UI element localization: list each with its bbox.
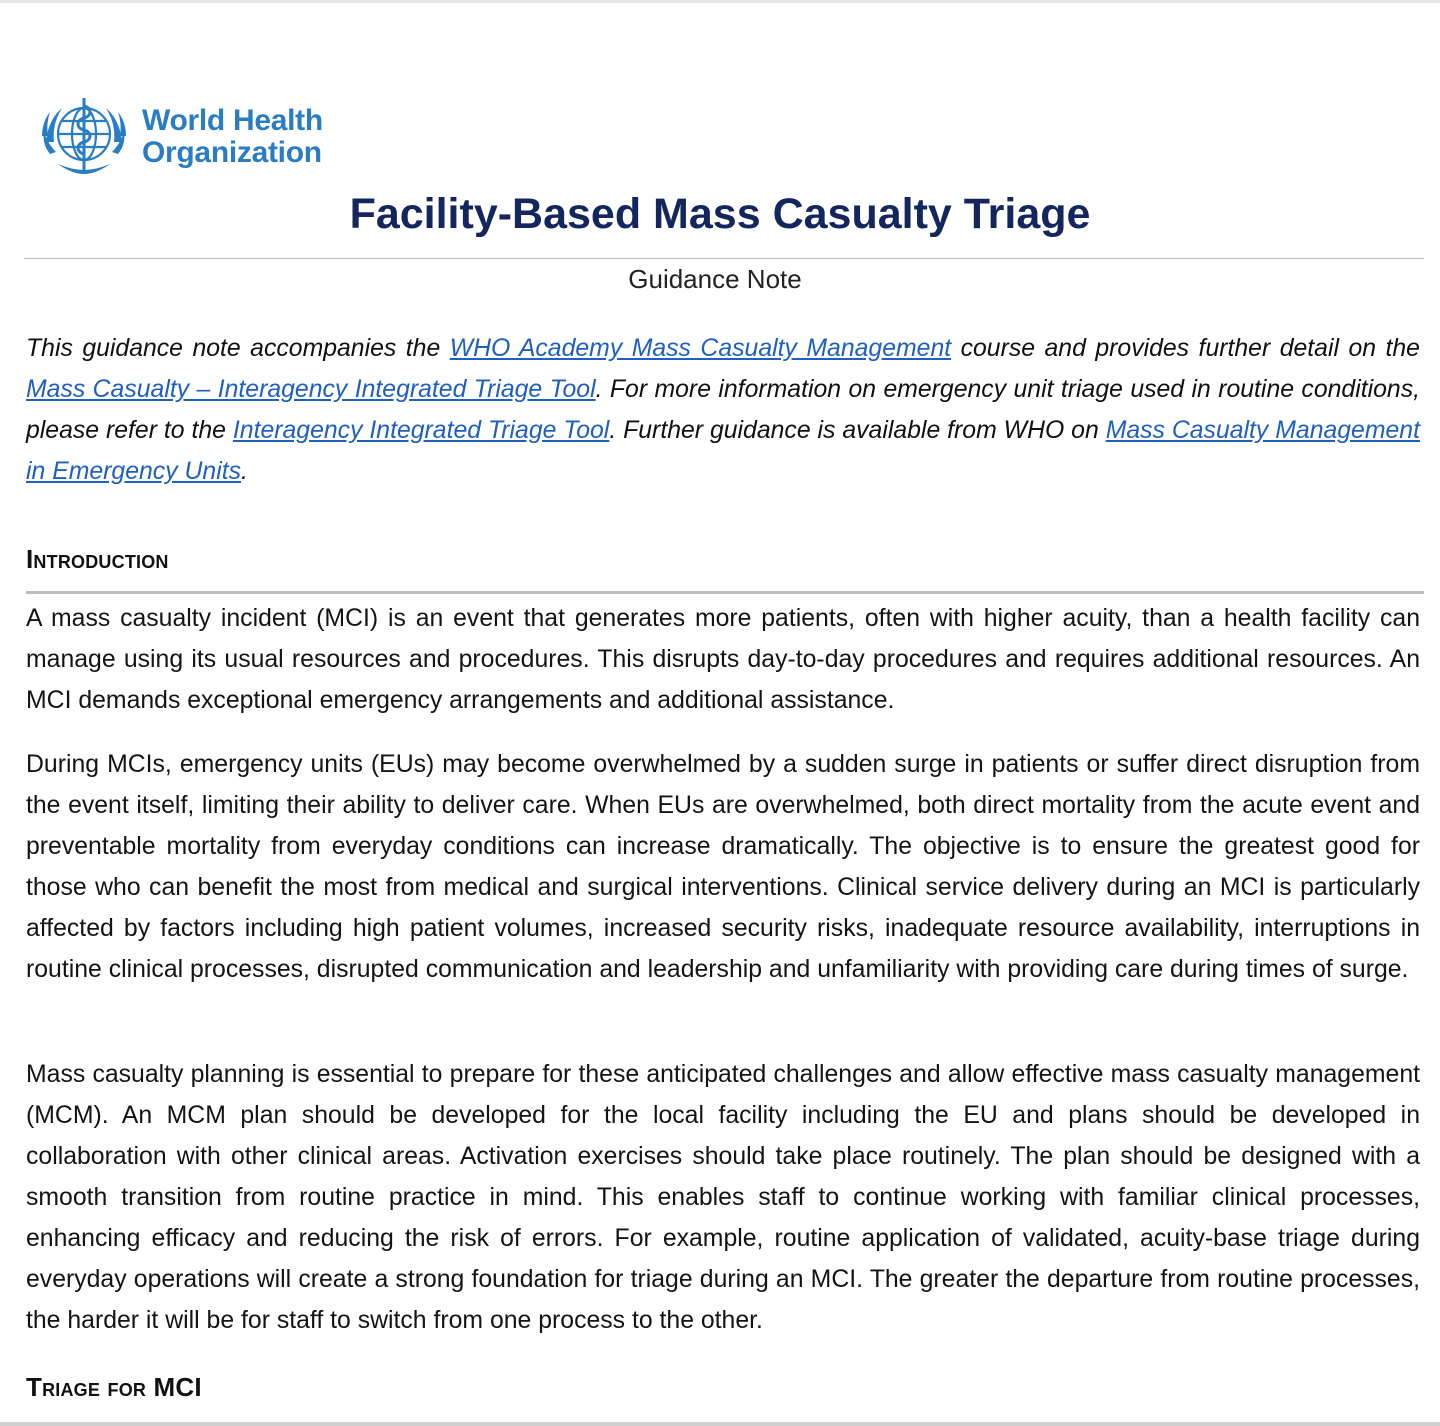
introduction-paragraph-3: Mass casualty planning is essential to prepare for these anticipated challenges and allow effective mass casualty management (MCM). An MCM plan should be developed for the local facility including the EU and plans should be developed in collaboration with other clinical areas. Activation exercises should take place routinely. The plan should be designed with a smooth transition from routine practice in mind. This enables staff to continue working with familiar clinical processes, enhancing efficacy and reducing the risk of errors. For example, routine application of validated, acuity-base triage during everyday operations will create a strong foundation for triage during an MCI. The greater the departure from routine processes, the harder it will be for staff to switch from one process to the other. (26, 1061, 1420, 1334)
intro-text-2: course and provides further detail on the (951, 335, 1420, 362)
section-heading-triage-for-mci: Triage for MCI (26, 1372, 202, 1402)
introduction-paragraph-2: During MCIs, emergency units (EUs) may become overwhelmed by a sudden surge in patients or suffer direct disruption from the event itself, limiting their ability to deliver care. When EUs are overwhelmed, both direct mortality from the acute event and preventable mortality from everyday conditions can increase dramatically. The objective is to ensure the greatest good for those who can benefit the most from medical and surgical interventions. Clinical service delivery during an MCI is particularly affected by factors including high patient volumes, increased security risks, inadequate resource availability, interruptions in routine clinical processes, disrupted communication and leadership and unfamiliarity with providing care during times of surge. (26, 751, 1420, 983)
page-bottom-edge (0, 1422, 1440, 1426)
page-subtitle: Guidance Note (628, 264, 802, 294)
section-heading-introduction: Introduction (26, 544, 169, 574)
guidance-intro-note (26, 328, 1420, 492)
who-emblem-icon (34, 92, 134, 182)
logo-line-1: World Health (142, 104, 323, 137)
intro-text-5: . (241, 458, 248, 485)
logo-wordmark (142, 105, 323, 169)
link-mass-casualty-iitt[interactable]: Mass Casualty – Interagency Integrated Triage Tool (26, 376, 596, 403)
introduction-paragraph-1: A mass casualty incident (MCI) is an event that generates more patients, often with higher acuity, than a health facility can manage using its usual resources and procedures. This disrupts day-to-day procedures and requires additional resources. An MCI demands exceptional emergency arrangements and additional assistance. (26, 605, 1420, 714)
page-top-edge (0, 0, 1440, 3)
who-logo (34, 92, 323, 182)
link-who-academy-mcm[interactable]: WHO Academy Mass Casualty Management (449, 335, 952, 362)
title-divider (24, 258, 1424, 259)
page-title: Facility-Based Mass Casualty Triage (349, 190, 1091, 238)
link-iitt[interactable]: Interagency Integrated Triage Tool (232, 417, 610, 444)
intro-text-4: . Further guidance is available from WHO on (609, 417, 1106, 444)
logo-line-2: Organization (142, 136, 322, 169)
section-divider-introduction (26, 591, 1424, 594)
intro-text-3: . For more information on emergency unit triage used in routine conditions, please refer to the (26, 376, 1420, 444)
link-mcm-emergency-units[interactable]: Mass Casualty Management in Emergency Units (26, 417, 1420, 485)
intro-text-1: This guidance note accompanies the (26, 335, 450, 362)
